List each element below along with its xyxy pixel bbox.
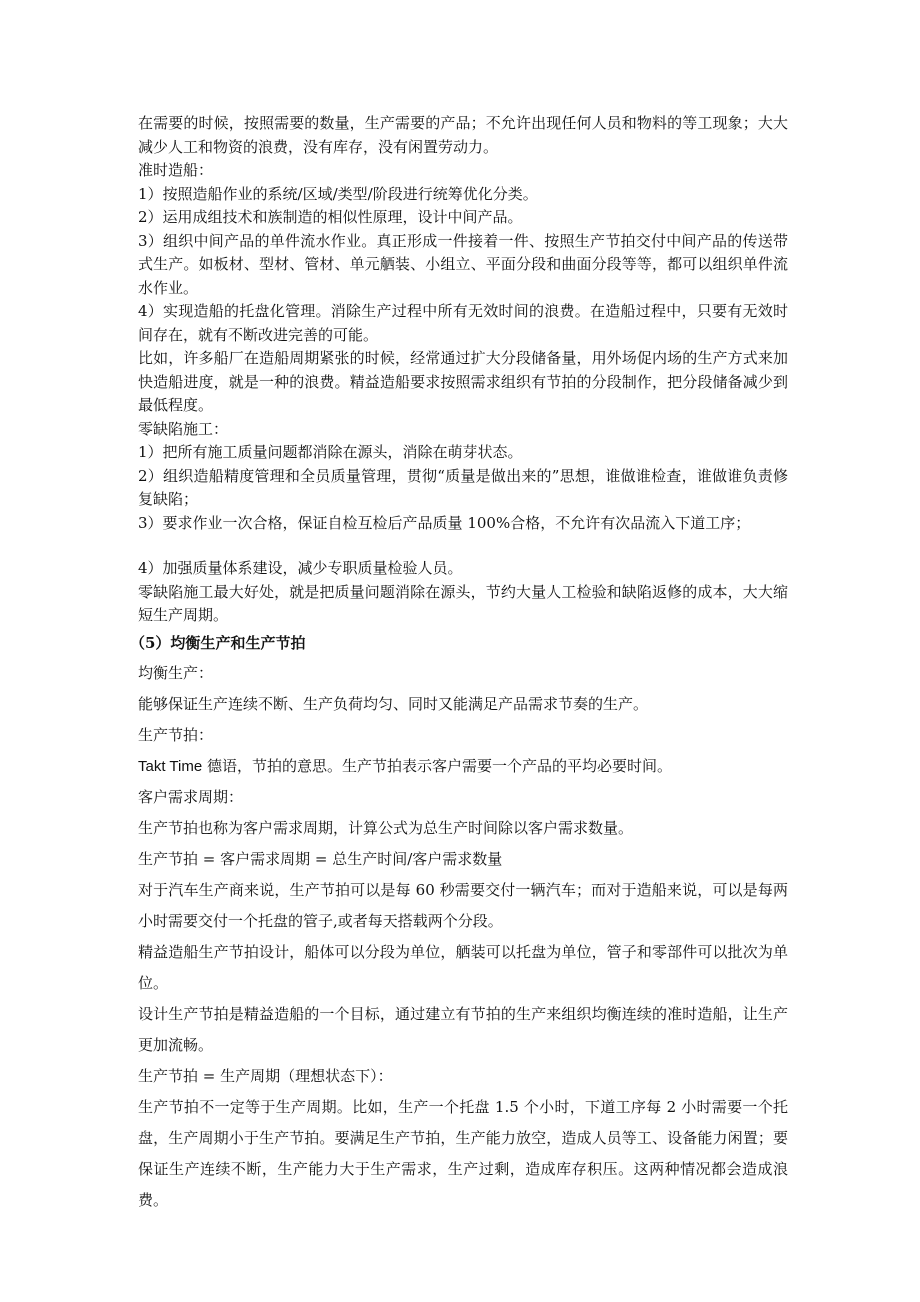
paragraph: 均衡生产： (138, 663, 214, 682)
paragraph: 准时造船： (138, 161, 214, 179)
paragraph: 在需要的时候，按照需要的数量，生产需要的产品；不允许出现任何人员和物料的等工现象；大大减少人工和物资的浪费，没有库存，没有闲置劳动力。 (138, 114, 788, 156)
paragraph: 生产节拍： (138, 725, 214, 744)
takt-time-term: Takt Time (138, 757, 203, 775)
paragraph: 设计生产节拍是精益造船的一个目标，通过建立有节拍的生产来组织均衡连续的准时造船，让生产更加流畅。 (138, 1004, 788, 1054)
takt-time-definition: 德语，节拍的意思。生产节拍表示客户需要一个产品的平均必要时间。 (202, 756, 672, 775)
list-item: 1）按照造船作业的系统/区域/类型/阶段进行统筹优化分类。 (138, 184, 538, 203)
paragraph-takt-time (138, 751, 788, 782)
paragraph: 生产节拍不一定等于生产周期。比如，生产一个托盘 1.5 个小时，下道工序每 2 小时需要一个托盘，生产周期小于生产节拍。要满足生产节拍，生产能力放空，造成人员等工、设备能力闲置；要保证生产连续不断，生产能力大于生产需求，生产过剩，造成库存积压。这两种情况都会造成浪费。 (138, 1097, 788, 1209)
paragraph: 零缺陷施工： (138, 419, 229, 438)
paragraph: 对于汽车生产商来说，生产节拍可以是每 60 秒需要交付一辆汽车；而对于造船来说，可以是每两小时需要交付一个托盘的管子,或者每天搭载两个分段。 (138, 880, 788, 930)
paragraph: 客户需求周期： (138, 787, 244, 806)
list-item: 4）加强质量体系建设，减少专职质量检验人员。 (138, 559, 463, 577)
paragraph: 精益造船生产节拍设计，船体可以分段为单位，舾装可以托盘为单位，管子和零部件可以批次为单位。 (138, 942, 788, 992)
blank-line (138, 535, 788, 557)
paragraph: 比如，许多船厂在造船周期紧张的时候，经常通过扩大分段储备量，用外场促内场的生产方式来加快造船进度，就是一种的浪费。精益造船要求按照需求组织有节拍的分段制作，把分段储备减少到最低程度。 (138, 349, 788, 414)
section-heading: （5）均衡生产和生产节拍 (130, 633, 306, 652)
formula-line: 生产节拍 = 生产周期（理想状态下）： (138, 1066, 393, 1085)
paragraph: 生产节拍也称为客户需求周期，计算公式为总生产时间除以客户需求数量。 (138, 818, 634, 837)
list-item: 3）组织中间产品的单件流水作业。真正形成一件接着一件、按照生产节拍交付中间产品的传送带式生产。如板材、型材、管材、单元舾装、小组立、平面分段和曲面分段等等，都可以组织单件流水作业。 (138, 231, 788, 297)
list-item: 3）要求作业一次合格，保证自检互检后产品质量 100%合格，不允许有次品流入下道工序； (138, 513, 751, 532)
list-item: 2）组织造船精度管理和全员质量管理，贯彻“质量是做出来的”思想，谁做谁检查，谁做谁负责修复缺陷； (138, 466, 788, 508)
section-jit-zero-defect (138, 112, 788, 535)
paragraph: 能够保证生产连续不断、生产负荷均匀、同时又能满足产品需求节奏的生产。 (138, 694, 649, 713)
list-item: 2）运用成组技术和族制造的相似性原理，设计中间产品。 (138, 208, 523, 226)
document-body (130, 112, 788, 1216)
formula-line: 生产节拍 = 客户需求周期 = 总生产时间/客户需求数量 (138, 849, 503, 868)
paragraph: 零缺陷施工最大好处，就是把质量问题消除在源头，节约大量人工检验和缺陷返修的成本，大大缩短生产周期。 (138, 582, 788, 624)
list-item: 1）把所有施工质量问题都消除在源头，消除在萌芽状态。 (138, 443, 523, 461)
section-takt (138, 658, 788, 1216)
list-item: 4）实现造船的托盘化管理。消除生产过程中所有无效时间的浪费。在造船过程中，只要有无效时间存在，就有不断改进完善的可能。 (138, 302, 788, 344)
section-quality (138, 557, 788, 628)
